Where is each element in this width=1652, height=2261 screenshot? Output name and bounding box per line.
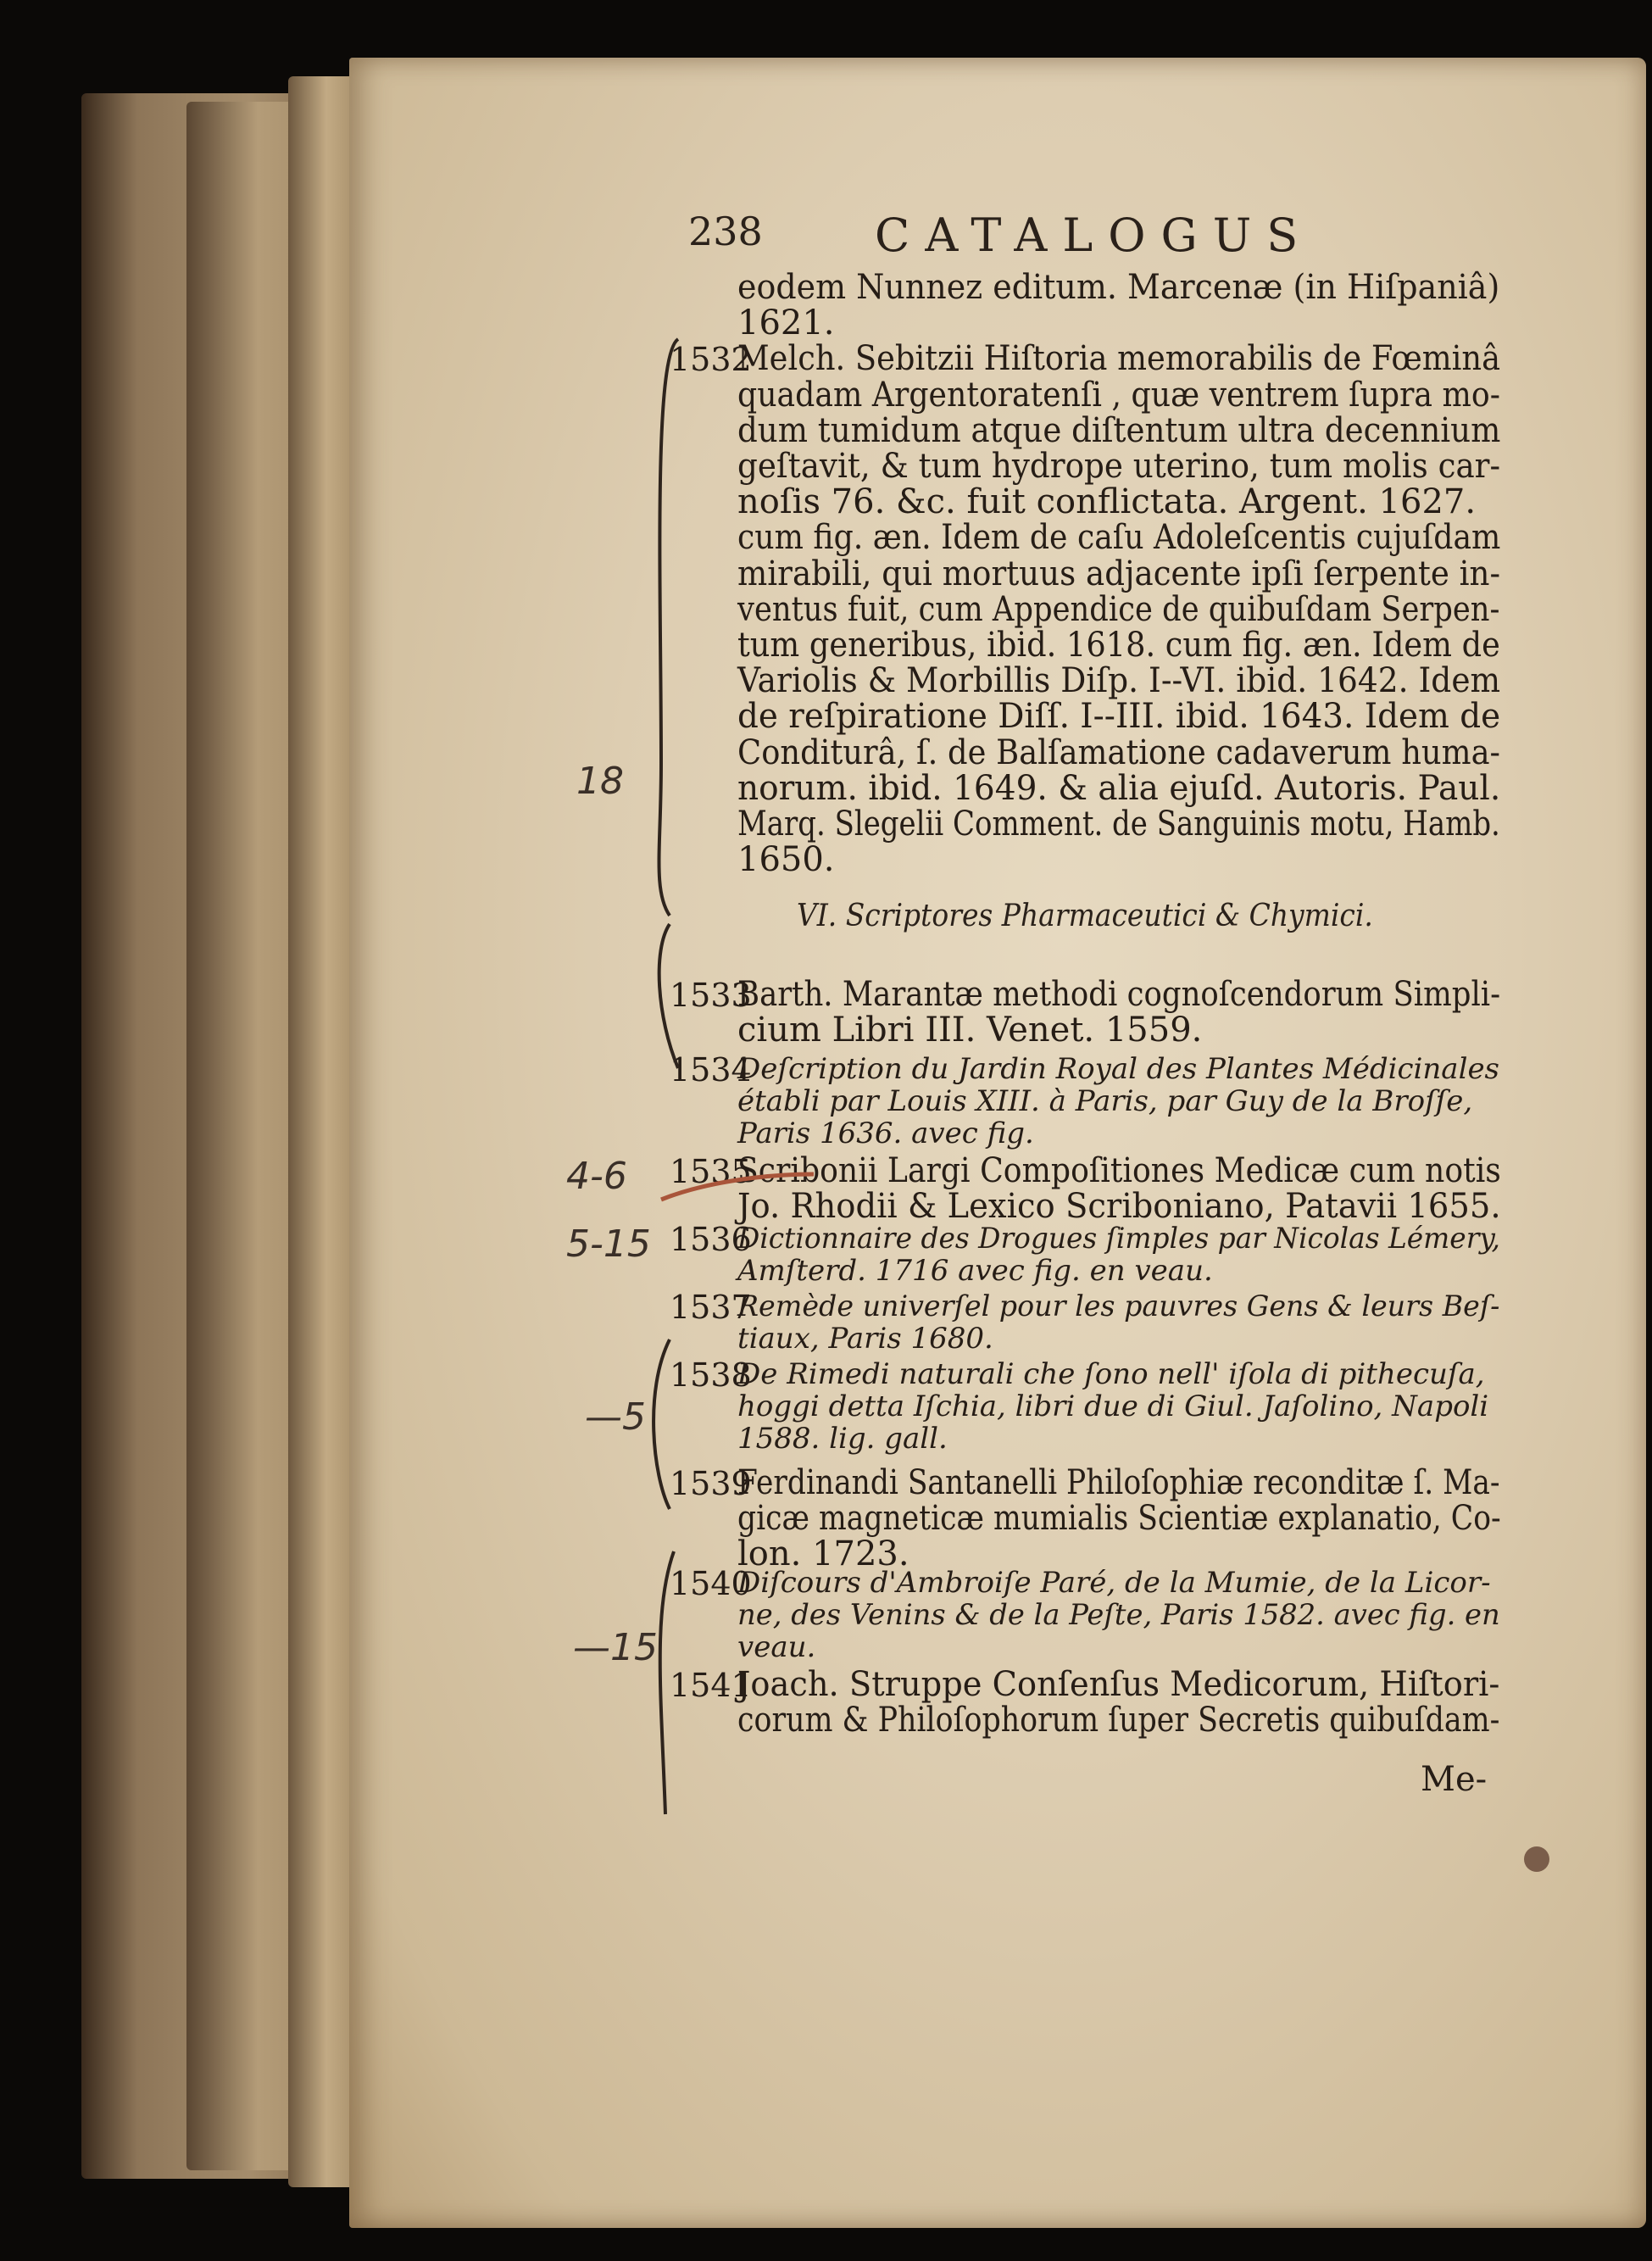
entry-number: 1540 <box>670 1565 752 1602</box>
page-number: 238 <box>688 209 763 254</box>
text-line: noſis 76. &c. fuit conflictata. Argent. 1627. <box>737 482 1477 522</box>
text-line: Variolis & Morbillis Diſp. I--VI. ibid. 1642. Idem <box>737 661 1501 701</box>
entry-line: Jo. Rhodii & Lexico Scriboniano, Patavii 1655. <box>737 1187 1501 1226</box>
entry-number: 1532 <box>670 341 752 379</box>
entry-line: cium Libri III. Venet. 1559. <box>737 1011 1203 1050</box>
entry-line: Diſcours d'Ambroiſe Paré, de la Mumie, de la Licor- <box>737 1566 1491 1600</box>
text-line: quadam Argentoratenſi , quæ ventrem ſupra mo- <box>737 375 1500 415</box>
running-head <box>688 209 1451 276</box>
entry-line: Joach. Struppe Conſenſus Medicorum, Hiſtori- <box>737 1665 1500 1704</box>
entry-number: 1533 <box>670 977 752 1014</box>
entry-line: Amſterd. 1716 avec fig. en veau. <box>737 1254 1213 1288</box>
text-line: ventus fuit, cum Appendice de quibuſdam Serpen- <box>737 589 1500 629</box>
page-title: CATALOGUS <box>875 209 1314 262</box>
handwritten-note-5-15: 5-15 <box>566 1222 651 1266</box>
ink-stain <box>1524 1846 1549 1872</box>
text-line: mirabili, qui mortuus adjacente ipſi ſerpente in- <box>737 554 1501 593</box>
entry-line: veau. <box>737 1630 816 1664</box>
text-line: norum. ibid. 1649. & alia ejuſd. Autoris. Paul. <box>737 768 1501 808</box>
text-line: Marq. Slegelii Comment. de Sanguinis motu, Hamb. <box>737 805 1500 844</box>
entry-line: corum & Philoſophorum ſuper Secretis quibuſdam- <box>737 1701 1500 1740</box>
entry-line: Scribonii Largi Compoſitiones Medicæ cum notis <box>737 1151 1501 1190</box>
text-line: dum tumidum atque diſtentum ultra decennium <box>737 410 1501 450</box>
entry-number: 1539 <box>670 1465 752 1502</box>
entry-line: gicæ magneticæ mumialis Scientiæ explanatio, Co- <box>737 1499 1501 1538</box>
entry-number: 1536 <box>670 1221 752 1258</box>
text-line: cum fig. æn. Idem de caſu Adoleſcentis cujuſdam <box>737 518 1501 558</box>
handwritten-note-5: —5 <box>585 1395 646 1439</box>
entry-number: 1537 <box>670 1289 752 1326</box>
text-line: de reſpiratione Diſſ. I--III. ibid. 1643. Idem de <box>737 697 1501 737</box>
entry-line: ne, des Venins & de la Peſte, Paris 1582. avec fig. en <box>737 1598 1500 1632</box>
entry-line: établi par Louis XIII. à Paris, par Guy de la Broſſe, <box>737 1084 1473 1118</box>
text-line: 1621. <box>737 304 835 343</box>
entry-number: 1538 <box>670 1356 752 1394</box>
text-line: Melch. Sebitzii Hiſtoria memorabilis de Fœminâ <box>737 339 1501 379</box>
text-line: geſtavit, & tum hydrope uterino, tum molis car- <box>737 447 1501 486</box>
text-line: 1650. <box>737 840 835 880</box>
text-line: eodem Nunnez editum. Marcenæ (in Hiſpaniâ) <box>737 268 1500 307</box>
handwritten-note-18: 18 <box>576 760 624 803</box>
entry-number: 1541 <box>670 1667 752 1704</box>
text-line: Conditurâ, ſ. de Balſamatione cadaverum huma- <box>737 732 1500 772</box>
entry-number: 1535 <box>670 1153 752 1190</box>
entry-line: hoggi detta Iſchia, libri due di Giul. Jaſolino, Napoli <box>737 1389 1489 1423</box>
entry-line: Barth. Marantæ methodi cognoſcendorum Simpli- <box>737 975 1501 1014</box>
entry-line: tiaux, Paris 1680. <box>737 1322 993 1356</box>
catchword: Me- <box>1421 1760 1488 1799</box>
entry-line: De Rimedi naturali che ſono nell' iſola di pithecuſa, <box>737 1357 1485 1391</box>
entry-line: Remède univerſel pour les pauvres Gens & leurs Beſ- <box>737 1289 1500 1323</box>
entry-number: 1534 <box>670 1051 752 1089</box>
text-line: tum generibus, ibid. 1618. cum fig. æn. Idem de <box>737 626 1500 665</box>
handwritten-note-15: —15 <box>573 1626 658 1669</box>
entry-line: 1588. lig. gall. <box>737 1422 948 1456</box>
entry-line: Deſcription du Jardin Royal des Plantes Médicinales <box>737 1052 1500 1086</box>
entry-line: Paris 1636. avec fig. <box>737 1117 1034 1150</box>
handwritten-note-4-6: 4-6 <box>566 1155 627 1198</box>
entry-line: lon. 1723. <box>737 1534 909 1573</box>
entry-line: Dictionnaire des Drogues ſimples par Nicolas Lémery, <box>737 1222 1500 1256</box>
section-heading: VI. Scriptores Pharmaceutici & Chymici. <box>797 899 1373 933</box>
entry-line: Ferdinandi Santanelli Philoſophiæ reconditæ ſ. Ma- <box>737 1463 1500 1502</box>
